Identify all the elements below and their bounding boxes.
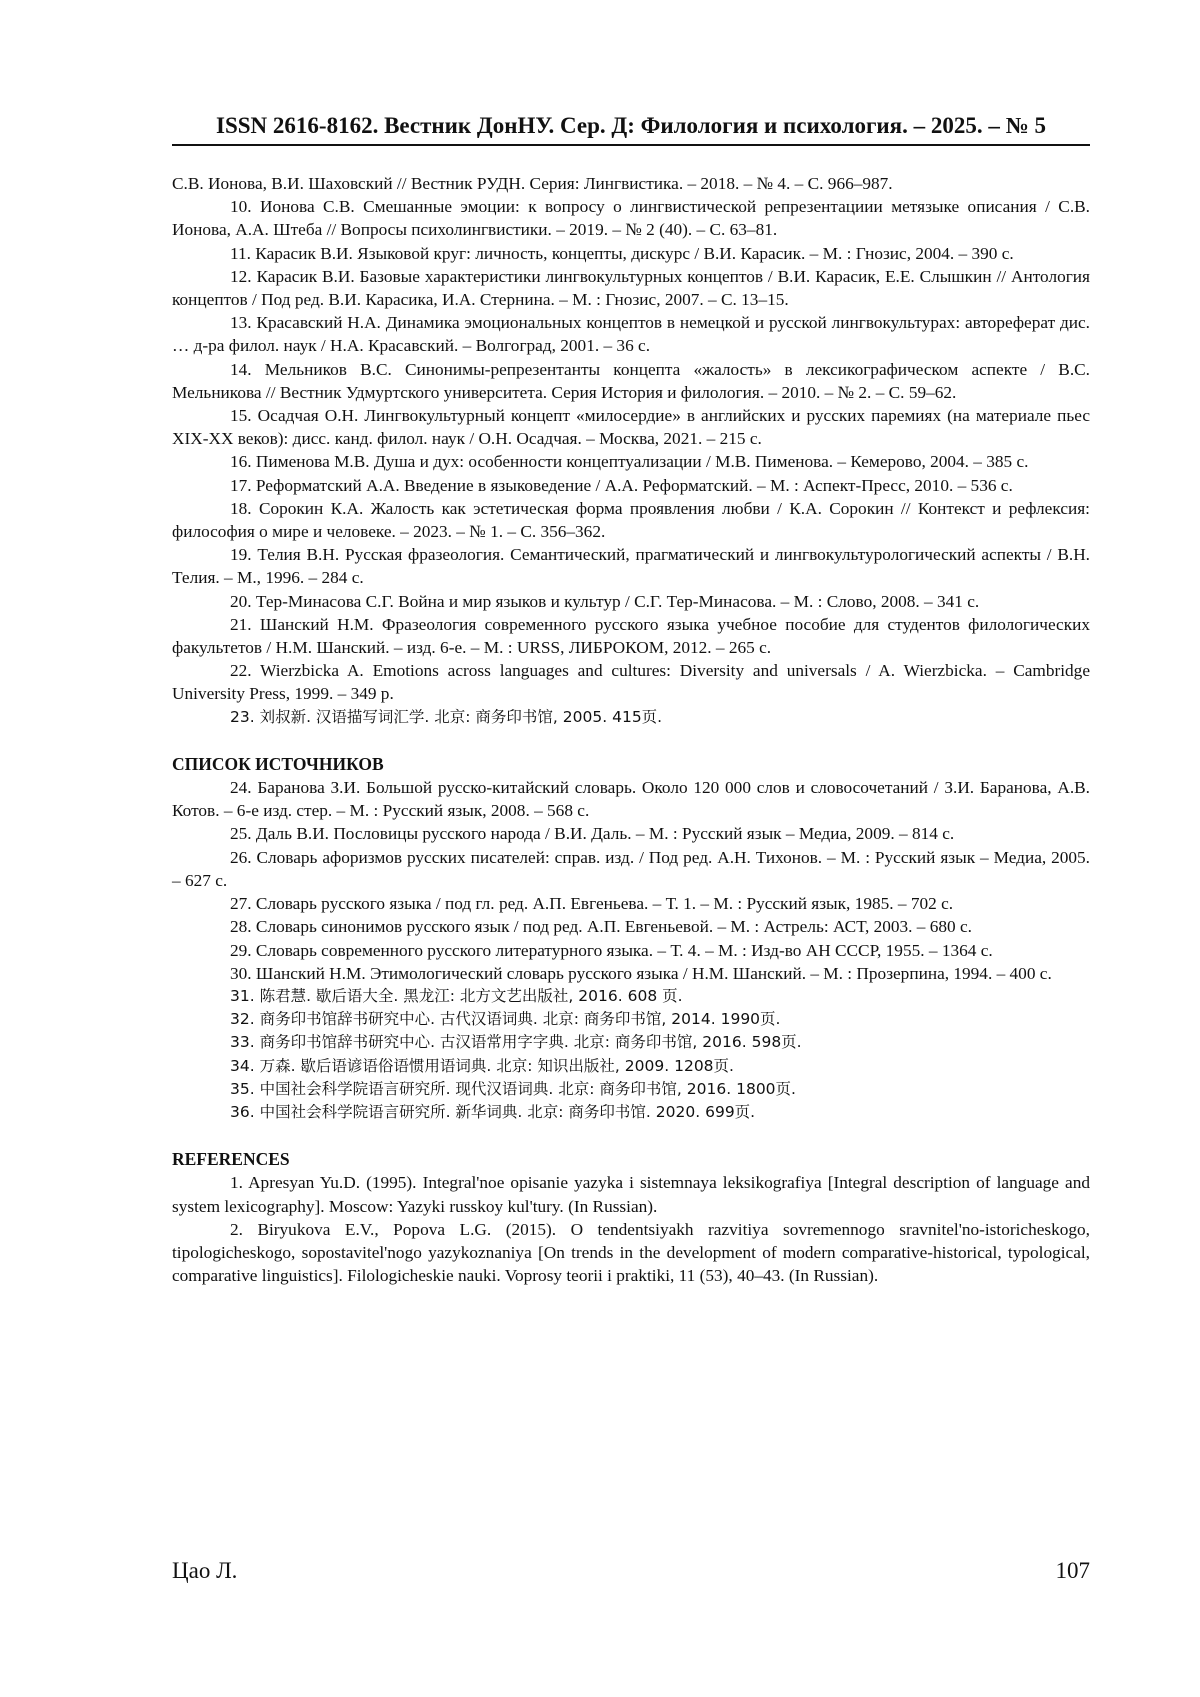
footer-author: Цао Л. [172, 1558, 238, 1583]
bibliography-continuation: С.В. Ионова, В.И. Шаховский // Вестник РУДН. Серия: Лингвистика. – 2018. – № 4. – С. 966–987. [172, 174, 893, 193]
bibliography-item: 19. Телия В.Н. Русская фразеология. Семантический, прагматический и лингвокультурологический аспекты / В.Н. Телия. – М., 1996. – 284 с. [172, 545, 1090, 588]
source-item: 32. 商务印书馆辞书研究中心. 古代汉语词典. 北京: 商务印书馆, 2014. 1990页. [230, 1010, 781, 1029]
source-item: 29. Словарь современного русского литературного языка. – Т. 4. – М. : Изд-во АН СССР, 1955. – 1364 с. [230, 940, 993, 960]
references-heading: REFERENCES [172, 1149, 290, 1170]
sources-heading: СПИСОК ИСТОЧНИКОВ [172, 753, 384, 774]
source-item: 27. Словарь русского языка / под гл. ред. А.П. Евгеньева. – Т. 1. – М. : Русский язык, 1985. – 702 с. [230, 894, 954, 914]
source-item: 35. 中国社会科学院语言研究所. 现代汉语词典. 北京: 商务印书馆, 2016. 1800页. [230, 1079, 796, 1098]
source-item: 28. Словарь синонимов русского язык / под ред. А.П. Евгеньевой. – М. : Астрель: АСТ, 2003. – 680 с. [230, 917, 972, 937]
bibliography-item: 15. Осадчая О.Н. Лингвокультурный концепт «милосердие» в английских и русских паремиях (на материале пьес XIX-XX веков): дисс. канд. филол. наук / О.Н. Осадчая. – Москва, 2021. – 215 с. [172, 406, 1090, 449]
source-item: 31. 陈君慧. 歇后语大全. 黑龙江: 北方文艺出版社, 2016. 608 页. [230, 986, 683, 1005]
reference-item: 2. Biryukova E.V., Popova L.G. (2015). O tendentsiyakh razvitiya sovremennogo sravnitel'no-istoricheskogo, tipologicheskogo, sopostavitel'nogo yazykoznaniya [On trends in the development of modern comparative-historical, typological, comparative linguistics]. Filologicheskie nauki. Voprosy teorii i praktiki, 11 (53), 40–43. (In Russian). [172, 1219, 1090, 1286]
source-item: 36. 中国社会科学院语言研究所. 新华词典. 北京: 商务印书馆. 2020. 699页. [230, 1102, 756, 1121]
source-item: 25. Даль В.И. Пословицы русского народа / В.И. Даль. – М. : Русский язык – Медиа, 2009. – 814 с. [230, 824, 955, 844]
journal-header: ISSN 2616-8162. Вестник ДонНУ. Сер. Д: Филология и психология. – 2025. – № 5 [172, 112, 1090, 146]
source-item: 34. 万森. 歇后语谚语俗语惯用语词典. 北京: 知识出版社, 2009. 1208页. [230, 1056, 734, 1075]
bibliography-item: 13. Красавский Н.А. Динамика эмоциональных концептов в немецкой и русской лингвокультурах: автореферат дис. … д-ра филол. наук / Н.А. Красавский. – Волгоград, 2001. – 36 с. [172, 313, 1090, 356]
bibliography-item: 10. Ионова С.В. Смешанные эмоции: к вопросу о лингвистической репрезентациии метязыке описания / С.В. Ионова, А.А. Штеба // Вопросы психолингвистики. – 2019. – № 2 (40). – С. 63–81. [172, 197, 1090, 240]
article-body [172, 172, 1090, 1287]
bibliography-item: 22. Wierzbicka A. Emotions across languages and cultures: Diversity and universals / A. Wierzbicka. – Cambridge University Press, 1999. – 349 p. [172, 661, 1090, 704]
bibliography-item: 17. Реформатский А.А. Введение в языковедение / А.А. Реформатский. – М. : Аспект-Пресс, 2010. – 536 с. [230, 475, 1013, 495]
source-item: 30. Шанский Н.М. Этимологический словарь русского языка / Н.М. Шанский. – М. : Прозерпина, 1994. – 400 с. [230, 963, 1052, 983]
page-number: 107 [1055, 1558, 1090, 1583]
bibliography-item: 21. Шанский Н.М. Фразеология современного русского языка учебное пособие для студентов филологических факультетов / Н.М. Шанский. – изд. 6-е. – М. : URSS, ЛИБРОКОМ, 2012. – 265 с. [172, 614, 1090, 658]
bibliography-item: 18. Сорокин К.А. Жалость как эстетическая форма проявления любви / К.А. Сорокин // Контекст и рефлексия: философия о мире и человеке. – 2023. – № 1. – С. 356–362. [172, 498, 1090, 542]
reference-item: 1. Apresyan Yu.D. (1995). Integral'noe opisanie yazyka i sistemnaya leksikografiya [Integral description of language and system lexicography]. Moscow: Yazyki russkoy kul'tury. (In Russian). [172, 1173, 1090, 1216]
bibliography-item: 14. Мельников В.С. Синонимы-репрезентанты концепта «жалость» в лексикографическом аспекте / В.С. Мельникова // Вестник Удмуртского университета. Серия История и филология. – 2010. – № 2. – С. 59–62. [172, 359, 1090, 402]
bibliography-item: 23. 刘叔新. 汉语描写词汇学. 北京: 商务印书馆, 2005. 415页. [230, 707, 663, 726]
source-item: 26. Словарь афоризмов русских писателей: справ. изд. / Под ред. А.Н. Тихонов. – М. : Русский язык – Медиа, 2005. – 627 с. [172, 847, 1090, 890]
source-item: 24. Баранова З.И. Большой русско-китайский словарь. Около 120 000 слов и словосочетаний / З.И. Баранова, А.В. Котов. – 6-е изд. стер. – М. : Русский язык, 2008. – 568 с. [172, 778, 1090, 821]
bibliography-item: 20. Тер-Минасова С.Г. Война и мир языков и культур / С.Г. Тер-Минасова. – М. : Слово, 2008. – 341 с. [230, 591, 980, 611]
bibliography-item: 12. Карасик В.И. Базовые характеристики лингвокультурных концептов / В.И. Карасик, Е.Е. Слышкин // Антология концептов / Под ред. В.И. Карасика, И.А. Стернина. – М. : Гнозис, 2007. – С. 13–15. [172, 266, 1090, 310]
bibliography-item: 11. Карасик В.И. Языковой круг: личность, концепты, дискурс / В.И. Карасик. – М. : Гнозис, 2004. – 390 с. [230, 243, 1014, 263]
bibliography-item: 16. Пименова М.В. Душа и дух: особенности концептуализации / М.В. Пименова. – Кемерово, 2004. – 385 с. [230, 452, 1029, 472]
source-item: 33. 商务印书馆辞书研究中心. 古汉语常用字字典. 北京: 商务印书馆, 2016. 598页. [230, 1033, 802, 1052]
